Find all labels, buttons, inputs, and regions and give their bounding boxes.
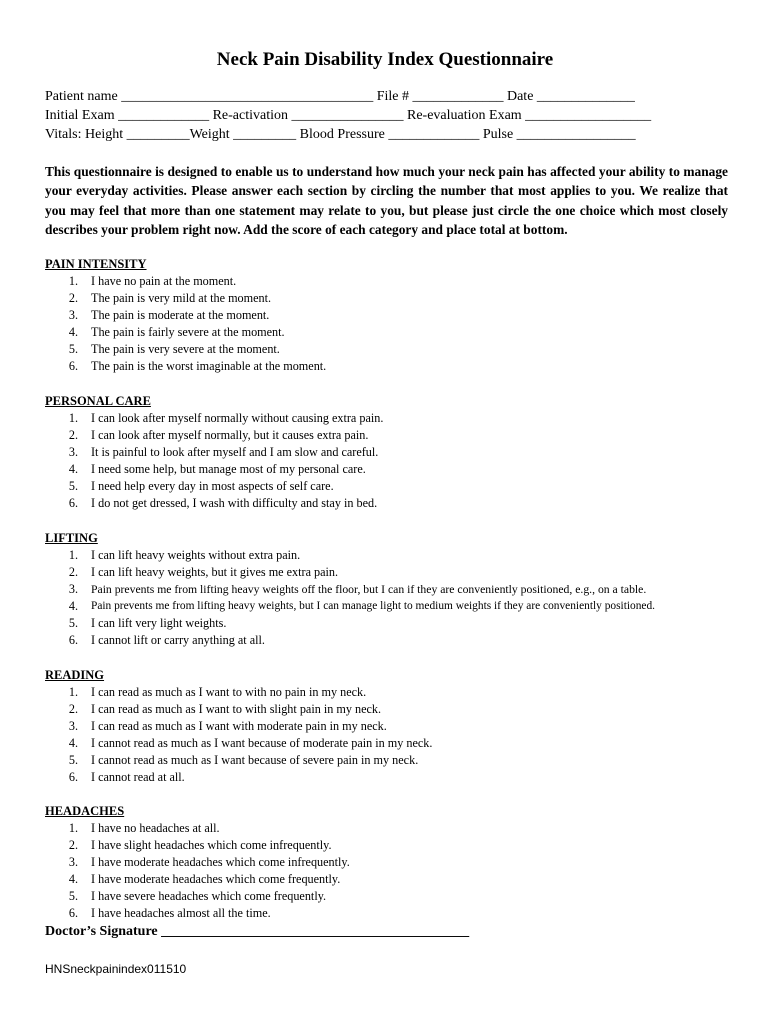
item-number: 1. [68,548,78,562]
item-text: I can read as much as I want with moderate pain in my neck. [91,719,387,734]
list-item [45,837,745,854]
item-number: 2. [68,428,78,443]
item-number: 5. [68,342,78,357]
item-number: 5. [68,479,78,494]
item-text: I cannot read as much as I want because of moderate pain in my neck. [91,736,433,751]
item-text: I can lift heavy weights, but it gives me extra pain. [91,565,339,580]
section-heading: PAIN INTENSITY [45,257,147,271]
item-number: 3. [68,308,78,323]
doctor-signature-line: Doctor’s Signature ____________________________________________ [45,924,470,939]
section-reading [45,667,745,787]
item-text: Pain prevents me from lifting heavy weights off the floor, but I can if they are conveniently positioned, e.g., on a table. [91,583,647,597]
item-text: I have moderate headaches which come infrequently. [91,855,350,870]
item-number: 6. [68,906,78,921]
list-item [45,358,745,375]
item-number: 1. [68,411,78,425]
item-number: 6. [68,633,78,648]
item-text: I have moderate headaches which come frequently. [91,872,341,887]
page-title: Neck Pain Disability Index Questionnaire [216,49,554,70]
list-item [45,752,745,769]
item-number: 6. [68,496,78,511]
item-text: The pain is very mild at the moment. [91,291,272,306]
list-item [45,632,745,649]
item-number: 3. [68,719,78,734]
item-number: 6. [68,770,78,785]
item-number: 4. [68,736,78,751]
item-text: I can look after myself normally, but it causes extra pain. [91,428,369,443]
item-number: 4. [68,325,78,340]
item-text: The pain is fairly severe at the moment. [91,325,285,340]
list-item [45,615,745,632]
list-item [45,307,745,324]
item-number: 5. [68,753,78,768]
list-item [45,871,745,888]
list-item [45,495,745,512]
item-number: 2. [68,702,78,717]
item-number: 3. [68,445,78,460]
list-item [45,444,745,461]
section-lifting [45,530,745,650]
item-text: I cannot lift or carry anything at all. [91,633,265,648]
item-text: I can lift very light weights. [91,616,227,631]
item-number: 2. [68,291,78,306]
list-item [45,581,745,598]
list-item [45,905,745,922]
list-item [45,341,745,358]
item-number: 3. [68,582,78,597]
item-text: I can lift heavy weights without extra pain. [91,548,301,562]
item-number: 1. [68,685,78,699]
list-item [45,718,745,735]
list-item [45,324,745,341]
item-text: I can read as much as I want to with slight pain in my neck. [91,702,382,717]
section-personal-care [45,393,745,513]
item-number: 4. [68,462,78,477]
item-text: I do not get dressed, I wash with difficulty and stay in bed. [91,496,378,511]
list-item [45,410,745,427]
item-number: 1. [68,821,78,835]
item-text: I need help every day in most aspects of self care. [91,479,334,494]
section-heading: HEADACHES [45,804,125,818]
list-item [45,273,745,290]
item-number: 4. [68,599,78,614]
item-number: 5. [68,616,78,631]
section-heading: LIFTING [45,531,98,545]
list-item [45,735,745,752]
item-text: I can look after myself normally without causing extra pain. [91,411,384,425]
item-number: 4. [68,872,78,887]
list-item [45,888,745,905]
item-text: I cannot read as much as I want because of severe pain in my neck. [91,753,419,768]
item-number: 2. [68,838,78,853]
item-text: I have slight headaches which come infrequently. [91,838,332,853]
item-text: The pain is very severe at the moment. [91,342,280,357]
patient-name-file-date-line: Patient name ____________________________________ File # _____________ Date ______________ [45,89,635,104]
item-text: I can read as much as I want to with no pain in my neck. [91,685,367,699]
section-heading: PERSONAL CARE [45,394,151,408]
list-item [45,461,745,478]
item-text: I have severe headaches which come frequently. [91,889,327,904]
list-item [45,769,745,786]
item-number: 2. [68,565,78,580]
item-number: 1. [68,274,78,288]
list-item [45,820,745,837]
item-text: I have headaches almost all the time. [91,906,271,921]
item-text: I need some help, but manage most of my personal care. [91,462,366,477]
list-item [45,598,745,615]
list-item [45,564,745,581]
item-number: 6. [68,359,78,374]
item-number: 3. [68,855,78,870]
list-item [45,684,745,701]
section-pain-intensity [45,256,745,376]
document-id-footer: HNSneckpainindex011510 [45,962,187,976]
list-item [45,547,745,564]
item-text: It is painful to look after myself and I am slow and careful. [91,445,379,460]
item-text: Pain prevents me from lifting heavy weights, but I can manage light to medium weights if they are conveniently positioned. [91,600,656,613]
item-text: I cannot read at all. [91,770,185,785]
list-item [45,854,745,871]
item-number: 5. [68,889,78,904]
list-item [45,290,745,307]
list-item [45,701,745,718]
item-text: I have no pain at the moment. [91,274,237,288]
instructions-paragraph: This questionnaire is designed to enable us to understand how much your neck pain has affected your ability to manage your everyday activities. Please answer each section by circling the number that most applies to you. We realize that you may feel that more than one statement may relate to you, but please just circle the one choice which most closely describes your problem right now. Add the score of each category and place total at bottom. [45,164,728,237]
section-heading: READING [45,668,105,682]
patient-info-fields [45,87,745,144]
list-item [45,427,745,444]
exam-dates-line: Initial Exam _____________ Re-activation ________________ Re-evaluation Exam __________________ [45,108,652,123]
item-text: The pain is moderate at the moment. [91,308,270,323]
section-headaches [45,803,745,923]
list-item [45,478,745,495]
item-text: I have no headaches at all. [91,821,220,835]
item-text: The pain is the worst imaginable at the moment. [91,359,327,374]
vitals-line: Vitals: Height _________Weight _________ Blood Pressure _____________ Pulse _________________ [45,127,636,142]
